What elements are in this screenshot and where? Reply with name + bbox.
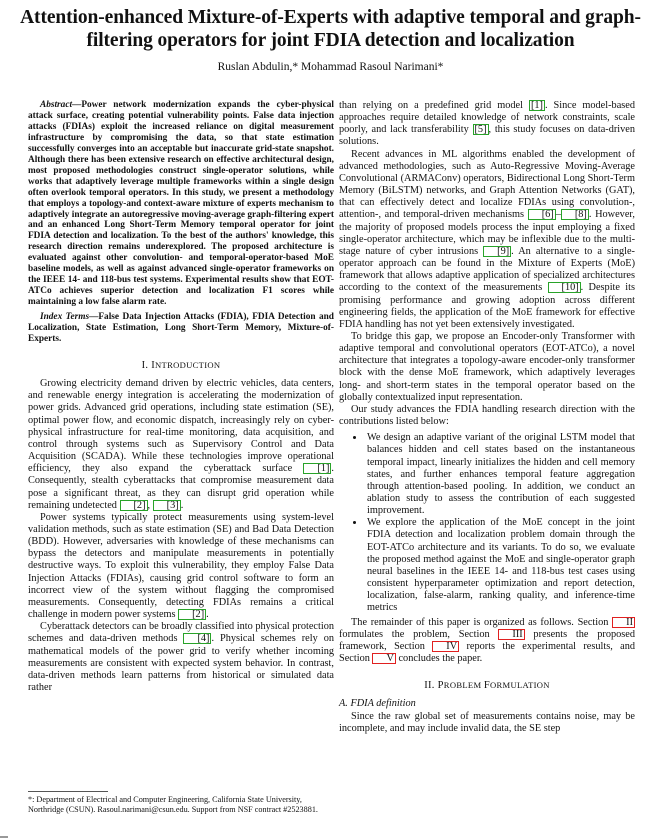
index-terms [28, 312, 334, 345]
author-line: Ruslan Abdulin,* Mohammad Rasoul Narimani* [217, 61, 444, 73]
citation-link[interactable]: [5] [474, 124, 487, 136]
contribution-item: • We explore the application of the MoE concept in the joint FDIA detection and localization problem domain through the EOT-ATCo architecture and its variants. To do so, we evaluate the proposed method against the MoE and single-operator graph neural baselines in the IEEE 14- and 118-bus test cases using consistent hyperparameter optimization and report detection, localization, false-alarm, ranking quality, and inference-time metrics [365, 517, 635, 614]
intro-paragraph-2: Power systems typically protect measurements using system-level validation methods, such as state estimation (SE) and Bad Data Detection (BDD). However, adversaries with knowledge of these mechanisms can bypass the detectors and manipulate measurements in potentially destructive ways. To exploit this vulnerability, they employ False Data Injection Attacks (FDIAs), causing grid control software to form an incorrect view of the system without flagging the compromised measurements. Consequently, detecting FDIAs remains a critical challenge in modern power systems [2] . [28, 511, 334, 621]
citation-link[interactable]: [2] [178, 609, 206, 620]
intro-paragraph-8: The remainder of this paper is organized as follows. Section II formulates the problem, Section III presents the proposed framework, Section IV reports the experimental results, and Section V concludes the paper. [339, 616, 636, 665]
citation-link[interactable]: [3] [153, 500, 181, 511]
problem-paragraph-1: Since the raw global set of measurements contains noise, may be incomplete, and may include invalid data, the SE step [339, 710, 635, 734]
section-link[interactable]: II [612, 617, 635, 628]
citation-link[interactable]: [2] [120, 500, 148, 511]
index-terms-label: Index Terms [40, 312, 90, 323]
contribution-item: • We design an adaptive variant of the original LSTM model that balances hidden and cell states based on the instantaneous temporal impact, linearly initializes the hidden and cell memory states, and further enhances temporal feature aggregation through attention-based pooling. In addition, we conduct an ablation study to assess the contribution of each suggested improvement. [365, 432, 635, 517]
intro-paragraph-3: Cyberattack detectors can be broadly classified into physical protection schemes and data-driven methods [4] . Physical schemes rely on mathematical models of the power grid to verify whether incoming measurements are consistent with expected system behavior. In contrast, data-driven methods learn patterns from historical or simulated data rather [28, 621, 335, 694]
citation-link[interactable]: [6] [528, 209, 556, 220]
section-link[interactable]: V [372, 653, 395, 664]
citation-link[interactable]: [9] [483, 246, 511, 257]
abstract [28, 100, 334, 308]
abstract-label: Abstract [40, 100, 73, 110]
citation-link[interactable]: [1] [303, 463, 331, 474]
left-column [28, 100, 334, 694]
affiliation-footnote: *: Department of Electrical and Computer Engineering, California State University, Northridge (CSUN). Rasoul.narimani@csun.edu. Support from NSF contract #2523881. [28, 795, 318, 814]
footnote-rule [28, 791, 108, 792]
index-terms-text: —False Data Injection Attacks (FDIA), FDIA Detection and Localization, State Estimation, Long Short-Term Memory, Mixture-of-Experts. [28, 312, 334, 345]
abstract-text: —Power network modernization expands the cyber-physical attack surface, creating potential vulnerability points. False data injection attacks (FDIAs) exploit the increased reliance on digital measurement infrastructure by compromising the data, so that state estimation successfully converges into an acceptable but inaccurate grid-state snapshot. Although there has been extensive research on effective architectural design, most proposed methodologies construct single-operator solutions, while works that adaptively leverage multiple frameworks within a single design often overlook temporal operators. In this study, we present a methodology that employs a topology-and context-aware mixture of experts mechanism to adaptively integrate an autoregressive moving-average graph-filtering expert and an enhanced Long Short-Term Memory temporal operator for joint FDIA detection and localization. To the best of the authors' knowledge, this research direction remains underexplored. The proposed architecture is evaluated against other convolution- and temporal-operator-based MoE baseline models, as well as against advanced single-operator frameworks on the IEEE 14- and 118-bus test systems. Experimental results show that EOT-ATCo achieves superior detection and localization F1 scores while maintaining a low false alarm rate. [28, 100, 334, 308]
intro-paragraph-1: Growing electricity demand driven by electric vehicles, data centers, and renewable energy integration is accelerating the modernization of power grids. Advanced grid operations, including state estimation (SE), optimal power flow, and economic dispatch, increasingly rely on cyber-physical infrastructure for real-time monitoring, data acquisition, and control through systems such as Supervisory Control and Data Acquisition (SCADA). While these technologies improve operational efficiency, they also expand the cyberattack surface [1] . Consequently, stealth cyberattacks that compromise measurement data pose a significant threat, as they can disrupt grid operation while remaining undetected [2] , [3] . [28, 378, 334, 511]
intro-paragraph-4: than relying on a predefined grid model [1] . Since model-based approaches require detailed knowledge of network constraints, scale poorly, and lack transferability [5] , this study focuses on data-driven solutions. [339, 100, 636, 148]
intro-paragraph-6: To bridge this gap, we propose an Encoder-only Transformer with adaptive temporal and convolutional operators (EOT-ATCo), a novel architecture that integrates a topology-aware encoder-only transformer block with the dense MoE framework, which adaptively leverages long- and short-term states in the temporal operator based on the globally contextualized input representation. [339, 330, 635, 403]
section-heading-introduction: I. INTRODUCTION [141, 359, 221, 371]
section-link[interactable]: IV [432, 641, 459, 652]
subsection-heading-fdia-definition: A. FDIA definition [339, 698, 416, 710]
intro-paragraph-7: Our study advances the FDIA handling research direction with the contributions listed below: [339, 403, 635, 428]
contribution-list [339, 432, 635, 614]
paper-title: Attention-enhanced Mixture-of-Experts with adaptive temporal and graph-filtering operators for joint FDIA detection and localization [20, 7, 641, 51]
section-heading-problem-formulation: II. PROBLEM FORMULATION [424, 680, 550, 692]
right-column [339, 100, 635, 735]
citation-link[interactable]: [1] [530, 100, 543, 111]
citation-link[interactable]: [10] [548, 282, 581, 293]
citation-link[interactable]: [4] [183, 633, 211, 644]
citation-link[interactable]: [8] [561, 209, 589, 220]
intro-paragraph-5: Recent advances in ML algorithms enabled the development of advanced methodologies, such as Auto-Regressive Moving-Average Convolutional (ARMAConv) operators, Bidirectional Long Short-Term Memory (BiLSTM) networks, and Graph Attention Networks (GAT), that can effectively detect and localize FDIAs using convolution-, attention-, and temporal-driven mechanisms [6] – [8] . However, the majority of proposed models process the input employing a fixed single-operator architecture, which may be inflexible due to the multi-stage nature of cyber intrusions [9] . An alternative to a single-operator approach can be found in the Mixture of Experts (MoE) framework that allows adaptive application of specialized architectures according to the context of the measurements [10] . Despite its promising performance and growing adoption across different engineering fields, the application of the MoE framework for effective FDIA handling has not yet been extensively investigated. [339, 148, 635, 330]
section-link[interactable]: III [498, 629, 524, 640]
